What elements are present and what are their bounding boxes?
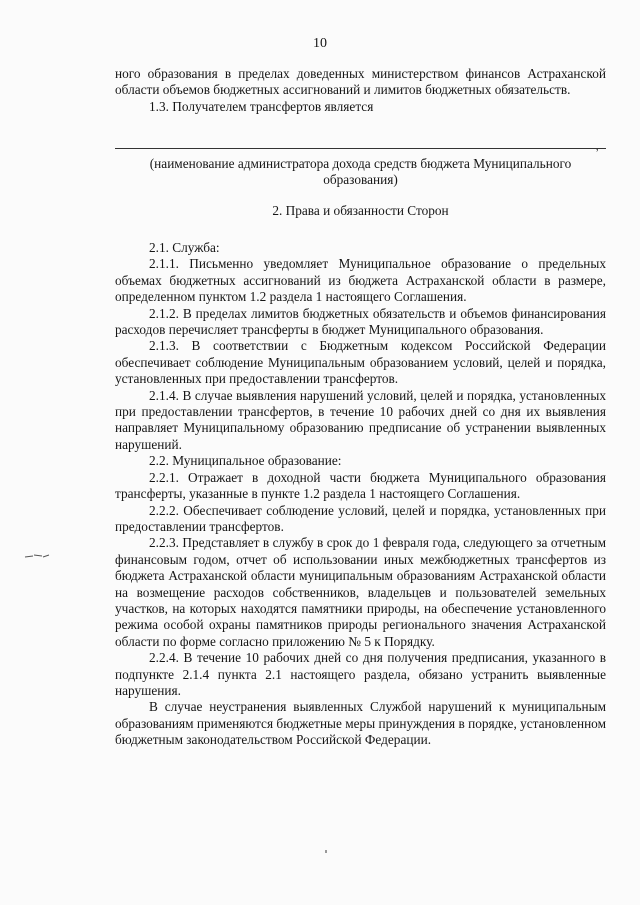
paragraph: 2.2.1. Отражает в доходной части бюджета Муниципального образования трансферты, указанные в пункте 1.2 раздела 1 настоящего Соглашения.: [115, 469, 606, 502]
margin-pen-mark: [24, 553, 50, 559]
paragraph: 2.1.4. В случае выявления нарушений условий, целей и порядка, установленных при предоставлении трансфертов, в течение 10 рабочих дней со дня их выявления направляет Муниципальному образованию предписание об устранении выявленных нарушений.: [115, 387, 606, 452]
paragraph: 2.2.4. В течение 10 рабочих дней со дня получения предписания, указанного в подпункте 2.1.4 пункта 2.1 настоящего раздела, обязано устранить выявленные нарушения.: [115, 650, 606, 698]
paragraph: 2.1.2. В пределах лимитов бюджетных обязательств и объемов финансирования расходов перечисляет трансферты в бюджет Муниципального образования.: [115, 305, 606, 338]
section-title: 2. Права и обязанности Сторон: [272, 203, 449, 218]
intro-block: [115, 66, 606, 115]
section-body: [115, 240, 606, 749]
clause-1-3: 1.3. Получателем трансфертов является: [149, 98, 374, 114]
paragraph: 2.1.3. В соответствии с Бюджетным кодексом Российской Федерации обеспечивает соблюдение Муниципальным образованием условий, целей и порядка, установленных при предоставлении трансфертов.: [115, 338, 606, 387]
caption-block: [115, 156, 606, 189]
paragraph: 2.2. Муниципальное образование:: [149, 453, 342, 469]
administrator-caption: (наименование администратора дохода средств бюджета Муниципального образования): [149, 156, 572, 188]
paragraph: 2.1.1. Письменно уведомляет Муниципальное образование о предельных объемах бюджетных ассигнований из бюджета Астраханской области в размере, определенном пунктом 1.2 раздела 1 настоящего Соглашения.: [115, 256, 606, 305]
scan-speck: [325, 850, 327, 853]
line-end-mark: ,: [596, 142, 599, 153]
intro-continuation: ного образования в пределах доведенных министерством финансов Астраханской области объемов бюджетных ассигнований и лимитов бюджетных обязательств.: [115, 66, 606, 98]
page-number: 10: [313, 36, 327, 51]
paragraph: 2.1. Служба:: [149, 240, 220, 255]
paragraph: В случае неустранения выявленных Службой нарушений к муниципальным образованиям применяются бюджетные меры принуждения в порядке, установленном бюджетным законодательством Российской Федерации.: [115, 699, 606, 748]
paragraph: 2.2.2. Обеспечивает соблюдение условий, целей и порядка, установленных при предоставлении трансфертов.: [115, 502, 606, 534]
paragraph: 2.2.3. Представляет в службу в срок до 1 февраля года, следующего за отчетным финансовым годом, отчет об использовании иных межбюджетных трансфертов из бюджета Астраханской области муниципальным образованиям Астраханской области на возмещение расходов собственников, владельцев и пользователей земельных участков, на которых находятся памятники природы, на обеспечение установленного режима особой охраны памятников природы регионального значения Астраханской области по форме согласно приложению № 5 к Порядку.: [115, 535, 606, 649]
fill-in-line: [115, 148, 606, 149]
